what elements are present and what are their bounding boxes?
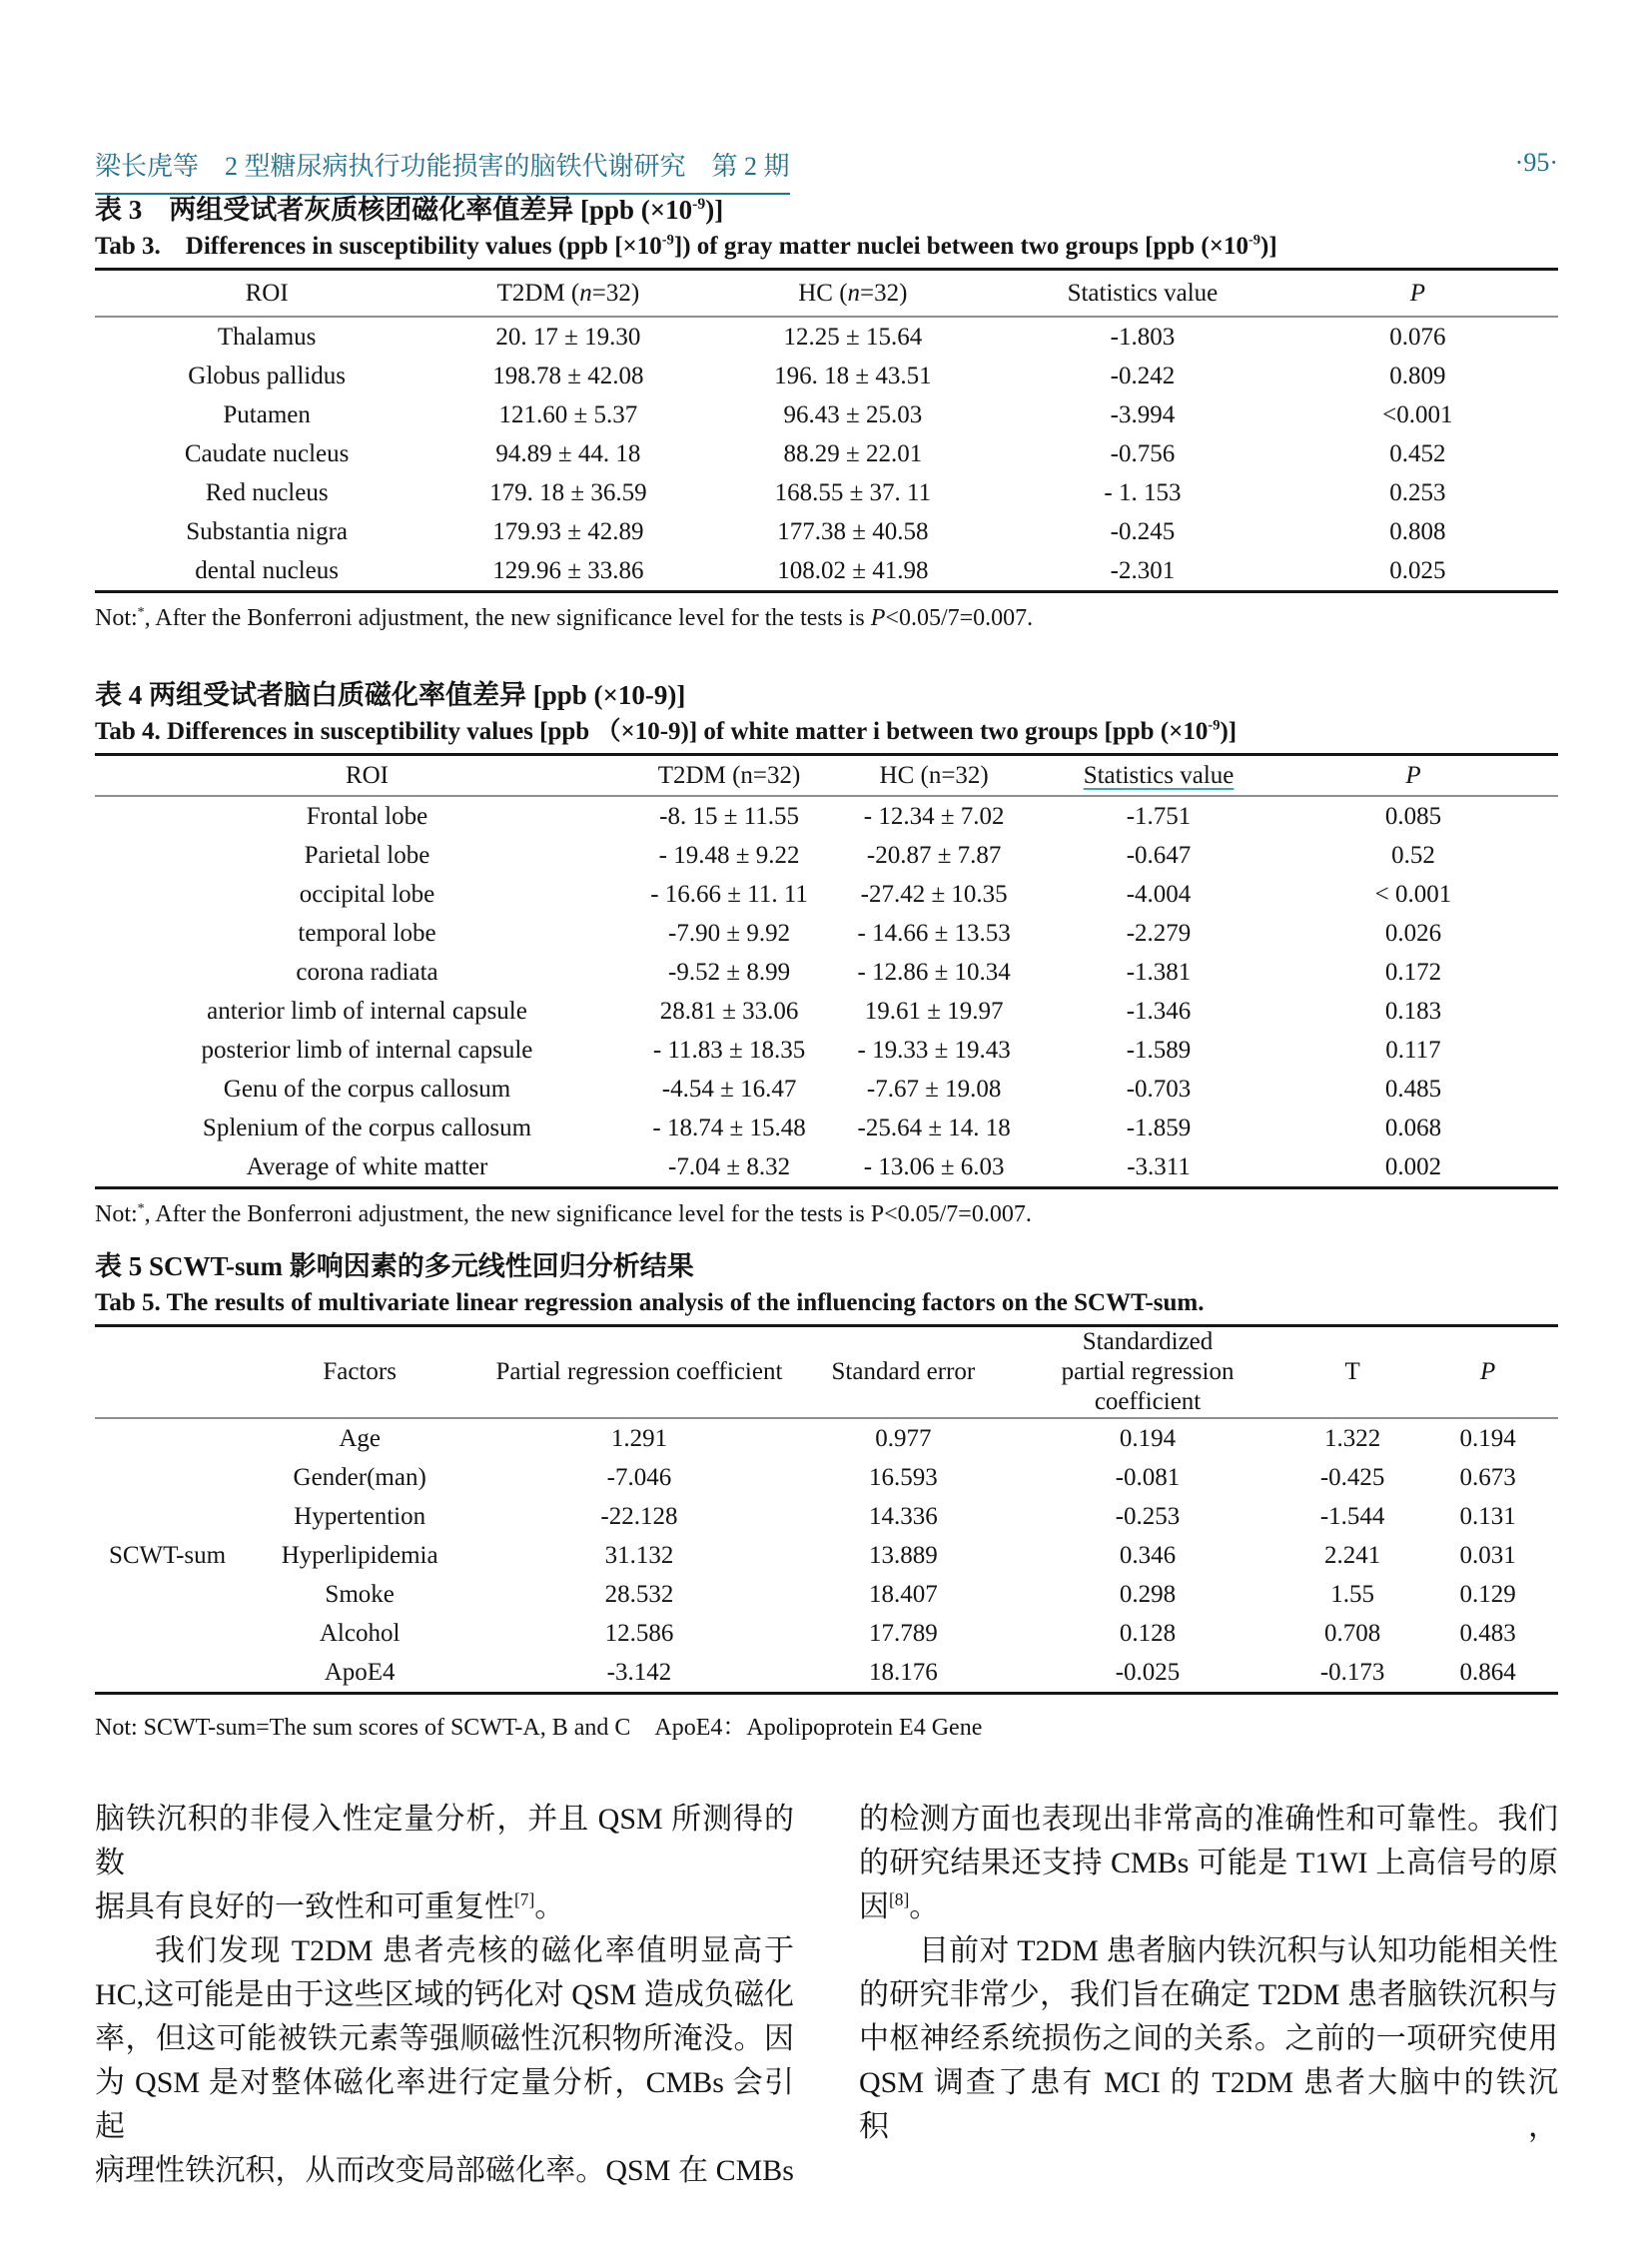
table-cell: 0.085 (1384, 802, 1442, 830)
table-cell: -0.703 (1126, 1075, 1192, 1103)
table-row (95, 1614, 1558, 1653)
table-cell: 1.322 (1324, 1424, 1381, 1452)
column-header: HC (n=32) (698, 270, 1009, 318)
table-cell: -25.64 ± 14. 18 (857, 1114, 1011, 1141)
table-cell: Alcohol (319, 1619, 401, 1647)
column-header-empty (95, 1326, 240, 1419)
table-cell: 0.131 (1459, 1502, 1516, 1530)
table-cell: anterior limb of internal capsule (207, 997, 527, 1025)
table-cell: 0.026 (1384, 919, 1442, 947)
table-cell: Smoke (325, 1580, 395, 1608)
table-cell: 0.002 (1384, 1152, 1442, 1180)
table-cell: - 19.33 ± 19.43 (857, 1036, 1011, 1064)
table3-title-en: Tab 3. Differences in susceptibility values (ppb $[\times 10^{-9}]$) of gray matter nuclei between two groups [ppb $(\times 10^{-9})$] (95, 232, 1277, 260)
body-text-line: 目前对 T2DM 患者脑内铁沉积与认知功能相关性 (919, 1934, 1558, 1967)
table-cell: 0.708 (1324, 1619, 1381, 1647)
table-cell: -1.381 (1126, 958, 1192, 986)
table-cell: 12.25 ± 15.64 (783, 323, 923, 351)
table-cell: -0.647 (1126, 841, 1192, 869)
table-cell: 0.183 (1384, 997, 1442, 1025)
table-cell: 0.025 (1389, 556, 1446, 584)
table-row (95, 1497, 1558, 1536)
table-row (95, 357, 1558, 395)
table-cell: - 1. 153 (1104, 478, 1182, 506)
body-text-line: 中枢神经系统损伤之间的关系。之前的一项研究使用 (859, 2022, 1558, 2055)
table-row (95, 1070, 1558, 1109)
table-cell: -0.253 (1115, 1502, 1181, 1530)
table-cell: 31.132 (604, 1541, 674, 1569)
table-cell: 177.38 ± 40.58 (777, 517, 929, 545)
table-cell: - 16.66 ± 11. 11 (650, 880, 808, 908)
table-cell: -22.128 (600, 1502, 678, 1530)
table-cell: 1.55 (1330, 1580, 1374, 1608)
table-row (95, 1147, 1558, 1188)
table-cell: 19.61 ± 19.97 (864, 997, 1004, 1025)
body-text-line: 病理性铁沉积，从而改变局部磁化率。QSM 在 CMBs (95, 2154, 794, 2187)
table-cell: Gender(man) (293, 1463, 426, 1491)
column-header: Statistics value (1008, 270, 1277, 318)
table-cell: 0.194 (1119, 1424, 1177, 1452)
table-cell: 28.532 (604, 1580, 674, 1608)
body-text-line: 脑铁沉积的非侵入性定量分析，并且 QSM 所测得的数 (95, 1803, 794, 1879)
table-row (95, 953, 1558, 992)
table-cell: Thalamus (217, 323, 317, 351)
table5-title-en: Tab 5. The results of multivariate linear regression analysis of the influencing factors on the SCWT-sum. (95, 1289, 1205, 1316)
table-cell: - 12.86 ± 10.34 (857, 958, 1011, 986)
table-cell: 0.808 (1389, 517, 1446, 545)
table-cell: Globus pallidus (188, 362, 346, 389)
column-header: Standard error (799, 1326, 1008, 1419)
table-cell: 0.194 (1459, 1424, 1516, 1452)
header-row (95, 270, 1558, 318)
table4-block (95, 677, 1558, 1228)
table-row (95, 1536, 1558, 1575)
running-title: 梁长虎等 2 型糖尿病执行功能损害的脑铁代谢研究 第 2 期 (95, 146, 790, 195)
table-cell: 0.129 (1459, 1580, 1516, 1608)
body-text-line: 的研究非常少，我们旨在确定 T2DM 患者脑铁沉积与 (859, 1978, 1558, 2011)
table-cell: 129.96 ± 33.86 (492, 556, 644, 584)
body-text-line: 的检测方面也表现出非常高的准确性和可靠性。我们 (859, 1803, 1558, 1836)
body-text-line: 据具有良好的一致性和可重复性[7]。 (95, 1889, 565, 1923)
table-cell: Age (339, 1424, 381, 1452)
table-cell: -3.142 (606, 1658, 672, 1686)
table-cell: Substantia nigra (186, 517, 349, 545)
table-cell: Caudate nucleus (184, 439, 350, 467)
table-cell: - 11.83 ± 18.35 (652, 1036, 806, 1064)
table-cell: -27.42 ± 10.35 (860, 880, 1008, 908)
table-cell: 0.117 (1385, 1036, 1441, 1064)
table-cell: temporal lobe (298, 919, 436, 947)
column-header: T (1287, 1326, 1417, 1419)
column-header: Factors (240, 1326, 479, 1419)
table-cell: -0.756 (1110, 439, 1176, 467)
table-cell: 0.864 (1459, 1658, 1516, 1686)
table-cell: 94.89 ± 44. 18 (495, 439, 641, 467)
table-cell: 198.78 ± 42.08 (492, 362, 644, 389)
table-cell: < 0.001 (1374, 880, 1452, 908)
table-cell: 17.789 (869, 1619, 938, 1647)
table-cell: 0.452 (1389, 439, 1446, 467)
table-cell: Hyperlipidemia (281, 1541, 438, 1569)
body-text-line: 的研究结果还支持 CMBs 可能是 T1WI 上高信号的原 (859, 1847, 1558, 1879)
table-cell: 0.673 (1459, 1463, 1516, 1491)
table-row (95, 551, 1558, 592)
table-cell: 20. 17 ± 19.30 (495, 323, 641, 351)
table-cell: Average of white matter (246, 1152, 488, 1180)
table-cell: Genu of the corpus callosum (223, 1075, 511, 1103)
table-cell: - 19.48 ± 9.22 (658, 841, 800, 869)
table5 (95, 1324, 1558, 1695)
table-cell: 0.809 (1389, 362, 1446, 389)
table-cell: 28.81 ± 33.06 (659, 997, 799, 1025)
running-header (95, 146, 1558, 195)
table-cell: -2.301 (1110, 556, 1176, 584)
table5-block (95, 1248, 1558, 1742)
table-cell: 0.068 (1384, 1114, 1442, 1141)
table-cell: 179.93 ± 42.89 (492, 517, 644, 545)
table-cell: - 13.06 ± 6.03 (863, 1152, 1005, 1180)
table-cell: dental nucleus (195, 556, 339, 584)
table-row (95, 1458, 1558, 1497)
table-cell: -0.425 (1319, 1463, 1385, 1491)
header-row (95, 1326, 1558, 1419)
table4 (95, 753, 1558, 1189)
table-cell: 12.586 (604, 1619, 674, 1647)
table-cell: -0.245 (1110, 517, 1176, 545)
table-cell: 18.407 (869, 1580, 938, 1608)
table-cell: 16.593 (869, 1463, 938, 1491)
column-header: ROI (95, 755, 639, 797)
column-header: HC (n=32) (819, 755, 1049, 797)
table-cell: -1.803 (1110, 323, 1176, 351)
table-cell: 18.176 (869, 1658, 938, 1686)
table3 (95, 268, 1558, 593)
table-cell: 0.977 (875, 1424, 932, 1452)
table-row (95, 317, 1558, 357)
row-group-label: SCWT-sum (108, 1541, 227, 1569)
table-cell: 0.031 (1459, 1541, 1516, 1569)
table-cell: -4.54 ± 16.47 (661, 1075, 797, 1103)
table-cell: 88.29 ± 22.01 (783, 439, 923, 467)
table-cell: posterior limb of internal capsule (201, 1036, 533, 1064)
table-row (95, 473, 1558, 512)
table-cell: 0.346 (1119, 1541, 1177, 1569)
table-cell: 13.889 (869, 1541, 938, 1569)
table-cell: -9.52 ± 8.99 (668, 958, 791, 986)
table-cell: Parietal lobe (304, 841, 430, 869)
column-header: P (1277, 270, 1558, 318)
table-cell: - 18.74 ± 15.48 (652, 1114, 806, 1141)
table-cell: -0.242 (1110, 362, 1176, 389)
table-row (95, 395, 1558, 434)
body-text-line: 因[8]。 (859, 1889, 940, 1923)
table-cell: <0.001 (1382, 400, 1453, 428)
table-cell: -7.67 ± 19.08 (866, 1075, 1002, 1103)
table-cell: -0.173 (1319, 1658, 1385, 1686)
table-cell: 0.483 (1459, 1619, 1516, 1647)
table-cell: Hypertention (294, 1502, 426, 1530)
column-header: T2DM (n=32) (639, 755, 819, 797)
column-header: Standardized partial regression coefficient (1008, 1326, 1287, 1419)
table-cell: - 14.66 ± 13.53 (857, 919, 1011, 947)
table-cell: 0.485 (1384, 1075, 1442, 1103)
table-cell: -1.859 (1126, 1114, 1192, 1141)
table-row (95, 796, 1558, 836)
table-cell: -0.025 (1115, 1658, 1181, 1686)
table-row (95, 992, 1558, 1031)
table-row (95, 512, 1558, 551)
column-header: Statistics value (1049, 755, 1268, 797)
body-text (95, 1798, 1558, 2193)
table-cell: -3.311 (1127, 1152, 1191, 1180)
body-text-line: 率，但这可能被铁元素等强顺磁性沉积物所淹没。因 (95, 2022, 794, 2055)
table3-note: Not:*, After the Bonferroni adjustment, the new significance level for the tests is P<0.05/7=0.007. (95, 605, 1034, 631)
table-cell: -20.87 ± 7.87 (866, 841, 1002, 869)
table-row (95, 836, 1558, 875)
column-header: Partial regression coefficient (479, 1326, 798, 1419)
table-cell: 0.298 (1119, 1580, 1177, 1608)
column-header: P (1417, 1326, 1558, 1419)
table-cell: 1.291 (610, 1424, 668, 1452)
column-header: T2DM (n=32) (438, 270, 697, 318)
table-cell: 2.241 (1324, 1541, 1381, 1569)
body-text-line: 为 QSM 是对整体磁化率进行定量分析，CMBs 会引起 (95, 2066, 794, 2143)
table4-note: Not:*, After the Bonferroni adjustment, the new significance level for the tests is P<0.05/7=0.007. (95, 1201, 1032, 1227)
table-cell: -7.04 ± 8.32 (668, 1152, 791, 1180)
table3-block (95, 192, 1558, 632)
table-cell: 168.55 ± 37. 11 (774, 478, 932, 506)
body-text-line: 我们发现 T2DM 患者壳核的磁化率值明显高于 (155, 1934, 794, 1967)
table-cell: 108.02 ± 41.98 (777, 556, 929, 584)
table5-title-zh: 表 5 SCWT-sum 影响因素的多元线性回归分析结果 (95, 1251, 694, 1281)
table-cell: -4.004 (1126, 880, 1192, 908)
table-cell: Red nucleus (205, 478, 329, 506)
table-cell: ApoE4 (324, 1658, 396, 1686)
table-cell: 179. 18 ± 36.59 (489, 478, 647, 506)
table-cell: - 12.34 ± 7.02 (863, 802, 1005, 830)
table-cell: -8. 15 ± 11.55 (659, 802, 799, 830)
table-cell: 121.60 ± 5.37 (498, 400, 638, 428)
table-row (95, 1575, 1558, 1614)
table-cell: corona radiata (296, 958, 438, 986)
table-cell: -0.081 (1115, 1463, 1181, 1491)
table-cell: Putamen (223, 400, 311, 428)
body-column-left (95, 1798, 794, 2193)
table4-title-en: Tab 4. Differences in susceptibility values [ppb （×10-9)] of white matter i between two groups [ppb $(\times 10^{-9})$] (95, 717, 1238, 745)
page-number: ·95· (1514, 148, 1558, 177)
table-cell: Frontal lobe (306, 802, 428, 830)
table3-title-zh: 表 3 两组受试者灰质核团磁化率值差异 [ppb $(\times 10^{-9})$] (95, 195, 724, 225)
table4-title-zh: 表 4 两组受试者脑白质磁化率值差异 [ppb (×10-9)] (95, 680, 686, 710)
body-column-right (859, 1798, 1558, 2193)
table-cell: -1.751 (1126, 802, 1192, 830)
column-header: ROI (95, 270, 438, 318)
table-row (95, 1031, 1558, 1070)
table-cell: -3.994 (1110, 400, 1176, 428)
table-cell: Splenium of the corpus callosum (202, 1114, 532, 1141)
table-cell: -1.346 (1126, 997, 1192, 1025)
table-row (95, 875, 1558, 914)
table-row (95, 914, 1558, 953)
table-cell: -7.90 ± 9.92 (668, 919, 791, 947)
table-cell: -1.544 (1319, 1502, 1385, 1530)
header-row (95, 755, 1558, 797)
column-header: P (1268, 755, 1558, 797)
table-row (95, 1418, 1558, 1458)
table5-note: Not: SCWT-sum=The sum scores of SCWT-A, B and C ApoE4：Apolipoprotein E4 Gene (95, 1715, 983, 1741)
table-cell: 0.253 (1389, 478, 1446, 506)
table-cell: 0.128 (1119, 1619, 1177, 1647)
table-cell: 14.336 (869, 1502, 938, 1530)
table-cell: 0.172 (1384, 958, 1442, 986)
table-cell: -7.046 (606, 1463, 672, 1491)
body-text-line: HC,这可能是由于这些区域的钙化对 QSM 造成负磁化 (95, 1978, 794, 2011)
table-cell: 96.43 ± 25.03 (783, 400, 923, 428)
table-cell: occipital lobe (299, 880, 435, 908)
body-text-line: QSM 调查了患有 MCI 的 T2DM 患者大脑中的铁沉积， (859, 2066, 1558, 2143)
table-row (95, 1653, 1558, 1694)
table-cell: -2.279 (1126, 919, 1192, 947)
table-cell: -1.589 (1126, 1036, 1192, 1064)
table-row (95, 434, 1558, 473)
table-cell: 0.52 (1391, 841, 1435, 869)
table-row (95, 1109, 1558, 1147)
table-cell: 0.076 (1389, 323, 1446, 351)
table-cell: 196. 18 ± 43.51 (774, 362, 932, 389)
